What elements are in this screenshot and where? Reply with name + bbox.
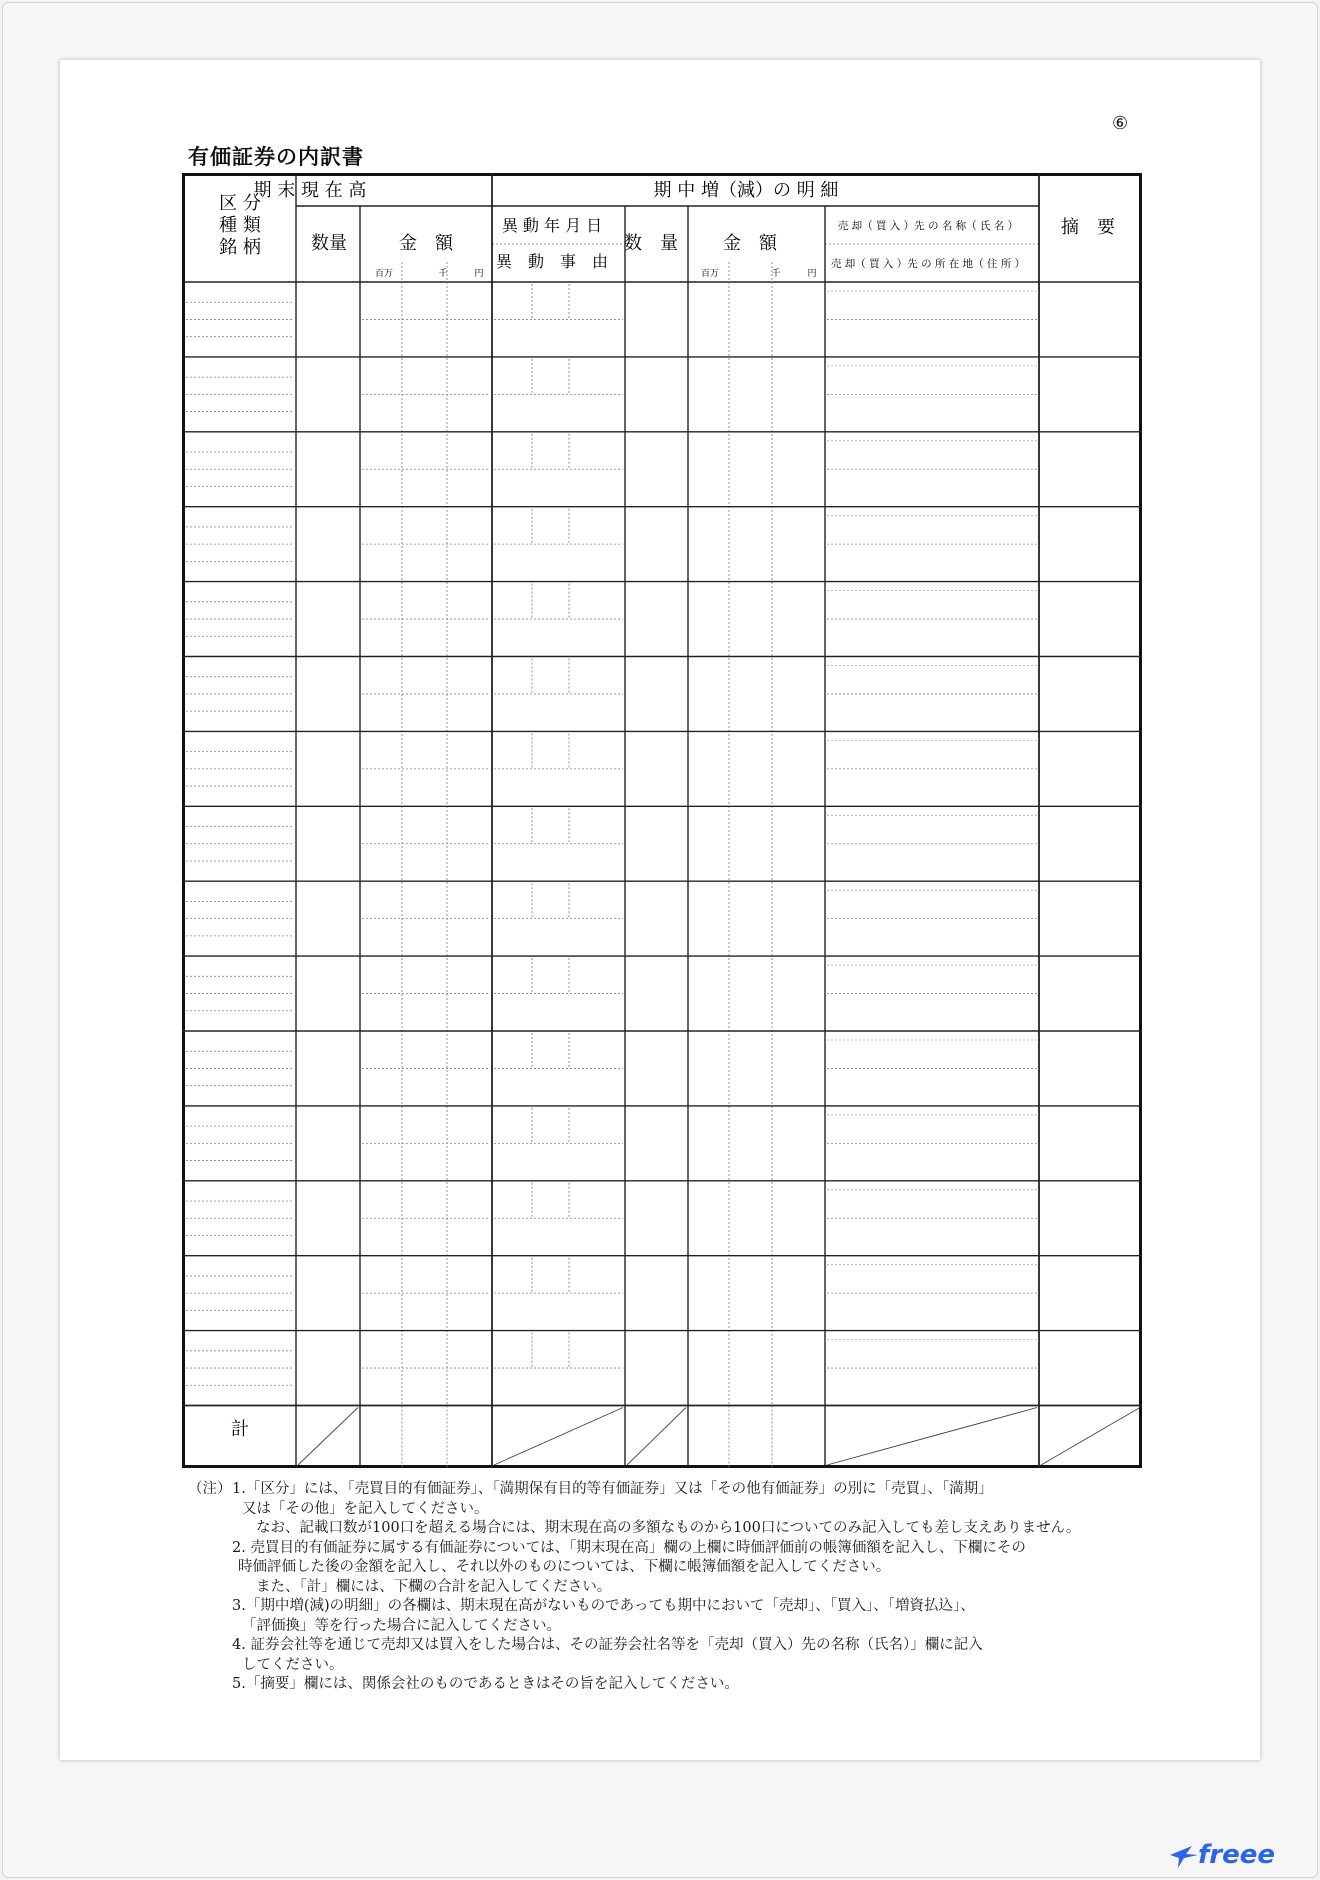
page-number: ⑥ (1112, 113, 1129, 134)
notes-label: （注） (188, 1481, 232, 1497)
document-title: 有価証券の内訳書 (188, 145, 364, 169)
note-2-line1: 2. 売買目的有価証券に属する有価証券については、「期末現在高」欄の上欄に時価評価前の帳簿価額を記入し、下欄にその (232, 1539, 1026, 1556)
header-change-amount: 金 額 (723, 233, 777, 254)
header-category-line3: 銘 柄 (219, 237, 261, 258)
header-change-quantity: 数 量 (624, 233, 678, 254)
total-diagonal-line (827, 1408, 1037, 1466)
note-4-line2: してください。 (242, 1656, 344, 1673)
note-3-line1: 3.「期中増(減)の明細」の各欄は、期末現在高がないものであっても期中において「売却」、「買入」、「増資払込」、 (232, 1598, 975, 1614)
note-1-line1: 1.「区分」には、「売買目的有価証券」、「満期保有目的等有価証券」又は「その他有価証券」の別に「売買」、「満期」 (232, 1481, 993, 1497)
header-change-reason: 異 動 事 由 (495, 252, 609, 271)
total-diagonal-line (627, 1408, 686, 1466)
brand-name: freee (1198, 1840, 1276, 1870)
note-3-line2: 「評価換」等を行った場合に記入してください。 (242, 1617, 561, 1634)
unit-yen: 円 (474, 269, 484, 279)
header-counterparty-name: 売 却（ 買 入 ）先 の 名 称（ 氏 名 ） (837, 220, 1019, 232)
note-2-line3: また、「計」欄には、下欄の合計を記入してください。 (256, 1578, 612, 1595)
change-unit-yen: 円 (807, 269, 817, 279)
bird-icon (1170, 1846, 1198, 1868)
header-quantity: 数量 (311, 233, 347, 254)
note-2-line2: 時価評価した後の金額を記入し、それ以外のものについては、下欄に帳簿価額を記入してください。 (238, 1559, 891, 1575)
table-border (184, 175, 1141, 1467)
total-label: 計 (231, 1419, 249, 1440)
notes-section (188, 1480, 1136, 1695)
header-category-line2: 種 類 (219, 215, 261, 236)
header-period-changes: 期 中 増（減）の 明 細 (653, 180, 839, 201)
freee-logo (1168, 1833, 1288, 1873)
securities-ledger-table (182, 173, 1142, 1468)
note-4-line1: 4. 証券会社等を通じて売却又は買入をした場合は、その証券会社名等を「売却（買入）先の名称（氏名）」欄に記入 (232, 1637, 983, 1653)
unit-million: 百万 (374, 269, 394, 279)
note-1-line3: なお、記載口数が100口を超える場合には、期末現在高の多額なものから100口についてのみ記入しても差し支えありません。 (256, 1520, 1081, 1536)
header-change-date: 異 動 年 月 日 (501, 216, 603, 235)
header-amount: 金 額 (399, 233, 453, 254)
unit-thousand: 千 (438, 269, 448, 279)
header-remarks: 摘 要 (1061, 217, 1115, 238)
header-period-end-balance: 期 末 現 在 高 (253, 180, 367, 201)
header-category-line1: 区 分 (219, 193, 261, 214)
change-unit-thousand: 千 (771, 269, 781, 279)
table-grid (182, 173, 1142, 1468)
total-row-diagonals (298, 1408, 1140, 1466)
note-1-line2: 又は「その他」を記入してください。 (242, 1500, 489, 1517)
header-counterparty-address: 売 却（ 買 入 ）先 の 所 在 地（ 住 所 ） (830, 258, 1026, 270)
change-unit-million: 百万 (700, 269, 720, 279)
note-5-line1: 5.「摘要」欄には、関係会社のものであるときはその旨を記入してください。 (232, 1676, 739, 1692)
total-diagonal-line (298, 1408, 358, 1466)
total-diagonal-line (494, 1408, 623, 1466)
total-diagonal-line (1041, 1408, 1140, 1466)
